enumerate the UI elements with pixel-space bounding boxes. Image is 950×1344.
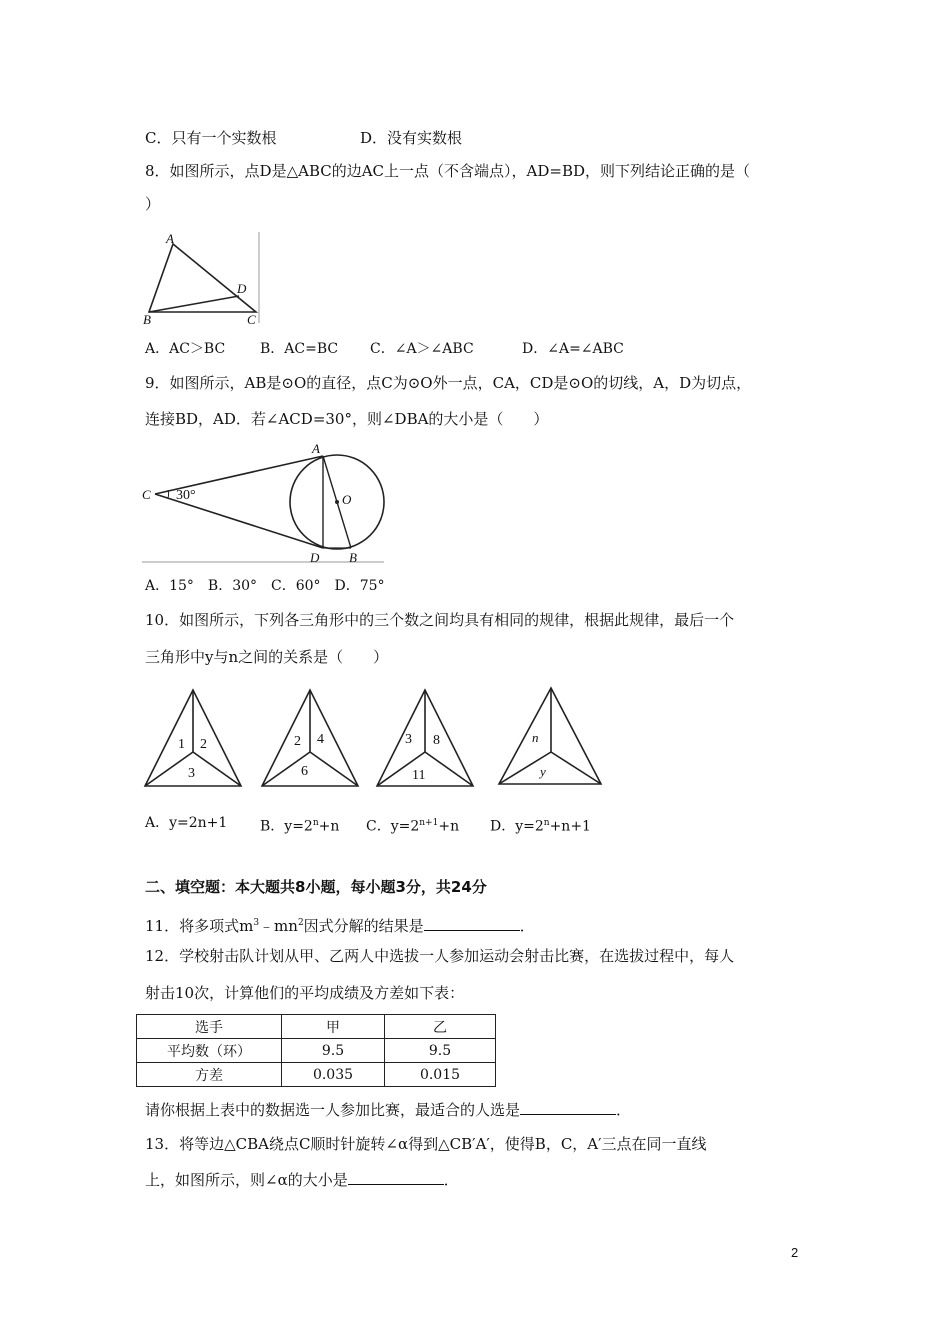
q10-t4-left: n [532, 730, 539, 745]
table-header: 甲 [282, 1015, 385, 1039]
q10-option-c: C．$y=2^{n+1}+n$ [366, 818, 460, 835]
q11-answer-blank[interactable] [424, 916, 520, 931]
q10-t3-left: 3 [405, 732, 412, 747]
q12-text-line1: 12．学校射击队计划从甲、乙两人中选拔一人参加运动会射击比赛，在选拔过程中，每人 [145, 947, 735, 965]
q10-t1-bottom: 3 [188, 766, 195, 781]
q9-label-o: O [342, 492, 352, 507]
table-cell: 9.5 [282, 1039, 385, 1063]
q10-triangle-3 [375, 688, 475, 790]
q8-label-d: D [237, 281, 247, 296]
q10-triangle-1 [143, 688, 243, 790]
table-cell: 0.035 [282, 1063, 385, 1087]
q9-figure [140, 440, 390, 568]
q10-triangle-2 [260, 688, 360, 790]
q9-angle-label: 30° [176, 488, 196, 503]
q8-option-c: C．∠A＞∠ABC [370, 341, 474, 357]
q9-options: A．15° B．30° C．60° D．75° [145, 578, 385, 594]
q10-t3-bottom: 11 [412, 768, 426, 783]
table-row [137, 1063, 496, 1087]
section-heading: 二、填空题：本大题共8小题，每小题3分，共24分 [145, 878, 487, 896]
q8-label-a: A [166, 231, 174, 246]
q9-label-a: A [312, 441, 320, 456]
q9-label-b: B [349, 550, 357, 565]
q8-text-line1: 8．如图所示，点D是△ABC的边AC上一点（不含端点），AD=BD，则下列结论正确的是（ [145, 162, 751, 180]
q8-label-b: B [143, 312, 151, 327]
q10-t3-right: 8 [433, 733, 440, 748]
q10-option-b: B．$y=2^n+n$ [260, 818, 340, 835]
q7-option-d: D．没有实数根 [360, 129, 463, 147]
q10-text-line2: 三角形中y与n之间的关系是（ ） [145, 648, 389, 666]
q12-question: 请你根据上表中的数据选一人参加比赛，最适合的人选是 ． [145, 1101, 632, 1119]
q12-text-line2: 射击10次，计算他们的平均成绩及方差如下表： [145, 984, 465, 1002]
q11-text: 11．将多项式$m^3﹣mn^2$因式分解的结果是 ． [145, 917, 535, 935]
table-header: 选手 [137, 1015, 282, 1039]
table-cell: 平均数（环） [137, 1039, 282, 1063]
q13-answer-blank[interactable] [348, 1170, 444, 1185]
table-cell: 方差 [137, 1063, 282, 1087]
table-header: 乙 [385, 1015, 496, 1039]
q10-t2-right: 4 [317, 732, 324, 747]
q8-option-d: D．∠A=∠ABC [522, 341, 624, 357]
q9-text-line2: 连接BD，AD．若∠ACD=30°，则∠DBA的大小是（ ） [145, 410, 549, 428]
q8-text-line2: ） [145, 195, 161, 213]
q13-text-line1: 13．将等边△CBA绕点C顺时针旋转∠α得到△CB′A′，使得B，C，A′三点在同一直线 [145, 1135, 707, 1153]
q8-label-c: C [247, 312, 256, 327]
q10-text-line1: 10．如图所示，下列各三角形中的三个数之间均具有相同的规律，根据此规律，最后一个 [145, 611, 735, 629]
q10-option-a: A．y=2n+1 [145, 815, 228, 831]
q9-label-d: D [310, 550, 320, 565]
q12-score-table [136, 1014, 496, 1087]
q9-text-line1: 9．如图所示，AB是⊙O的直径，点C为⊙O外一点，CA，CD是⊙O的切线，A，D为切点， [145, 374, 752, 392]
q10-triangle-4 [497, 686, 601, 790]
q10-option-d: D．$y=2^n+n+1$ [490, 818, 591, 835]
q8-option-a: A．AC＞BC [145, 341, 226, 357]
q10-t2-left: 2 [294, 734, 301, 749]
q8-figure [140, 228, 270, 328]
q10-t1-left: 1 [178, 737, 185, 752]
table-row [137, 1039, 496, 1063]
q7-option-c: C．只有一个实数根 [145, 129, 277, 147]
q12-answer-blank[interactable] [520, 1100, 616, 1115]
q10-t4-bottom: y [540, 764, 546, 779]
q8-option-b: B．AC=BC [260, 341, 339, 357]
table-cell: 0.015 [385, 1063, 496, 1087]
page-number: 2 [791, 1245, 799, 1260]
q9-label-c: C [142, 487, 151, 502]
table-cell: 9.5 [385, 1039, 496, 1063]
table-header-row [137, 1015, 496, 1039]
q13-text-line2: 上，如图所示，则∠α的大小是 ． [145, 1171, 459, 1189]
q10-t1-right: 2 [200, 737, 207, 752]
q10-t2-bottom: 6 [301, 764, 308, 779]
